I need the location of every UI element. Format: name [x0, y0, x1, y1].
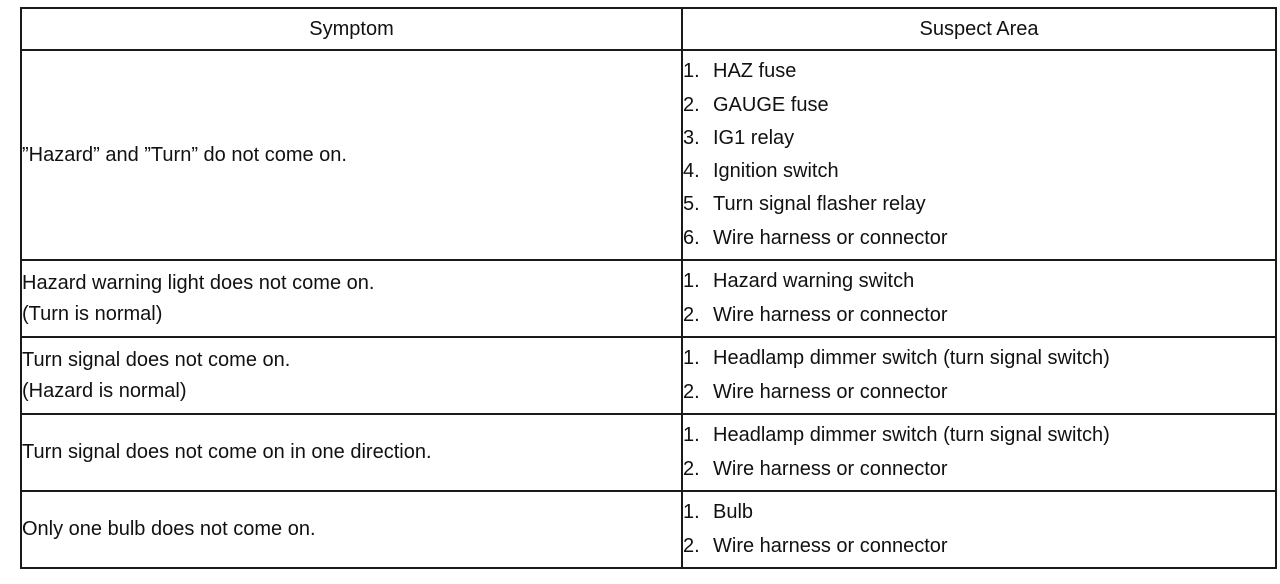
table-row — [21, 50, 1276, 260]
item-text: HAZ fuse — [713, 60, 797, 83]
item-number: 1. — [683, 501, 700, 524]
item-text: Bulb — [713, 501, 754, 524]
suspect-area-header: Suspect Area — [682, 8, 1276, 50]
list-item — [683, 530, 1275, 563]
suspect-area-cell — [682, 414, 1276, 491]
item-number: 1. — [683, 60, 700, 83]
list-item — [683, 55, 1275, 88]
symptom-cell — [21, 260, 682, 337]
list-item — [683, 496, 1275, 529]
list-item — [683, 265, 1275, 298]
list-item — [683, 376, 1275, 409]
item-text: Wire harness or connector — [713, 457, 948, 480]
symptom-cell — [21, 414, 682, 491]
item-number: 2. — [683, 457, 700, 480]
item-text: Ignition switch — [713, 160, 839, 183]
table-row — [21, 414, 1276, 491]
list-item — [683, 299, 1275, 332]
symptom-text: Only one bulb does not come on. — [22, 518, 316, 540]
list-item — [683, 155, 1275, 188]
suspect-area-cell — [682, 50, 1276, 260]
suspect-area-cell — [682, 337, 1276, 414]
suspect-list — [683, 55, 1275, 255]
item-text: Headlamp dimmer switch (turn signal switch) — [713, 424, 1110, 447]
item-text: Hazard warning switch — [713, 270, 915, 293]
suspect-area-cell — [682, 260, 1276, 337]
list-item — [683, 419, 1275, 452]
item-number: 2. — [683, 303, 700, 326]
symptom-header: Symptom — [21, 8, 682, 50]
item-text: IG1 relay — [713, 126, 795, 149]
item-text: Turn signal flasher relay — [713, 193, 926, 216]
item-text: Wire harness or connector — [713, 534, 948, 557]
symptom-cell — [21, 337, 682, 414]
item-number: 1. — [683, 424, 700, 447]
item-number: 1. — [683, 270, 700, 293]
symptom-note: (Turn is normal) — [22, 302, 163, 325]
item-text: Wire harness or connector — [713, 303, 948, 326]
suspect-area-cell — [682, 491, 1276, 568]
item-text: GAUGE fuse — [713, 93, 829, 116]
item-number: 2. — [683, 534, 700, 557]
symptom-table — [20, 7, 1277, 569]
item-text: Wire harness or connector — [713, 226, 948, 249]
suspect-list — [683, 342, 1275, 409]
list-item — [683, 188, 1275, 221]
item-number: 2. — [683, 380, 700, 403]
item-text: Wire harness or connector — [713, 380, 948, 403]
header-row — [21, 8, 1276, 50]
item-number: 2. — [683, 93, 700, 116]
list-item — [683, 122, 1275, 155]
symptom-text: ”Hazard” and ”Turn” do not come on. — [22, 143, 347, 166]
item-number: 3. — [683, 126, 700, 149]
symptom-text: Turn signal does not come on in one direction. — [22, 441, 432, 463]
list-item — [683, 342, 1275, 375]
table-row — [21, 337, 1276, 414]
symptom-cell — [21, 491, 682, 568]
item-text: Headlamp dimmer switch (turn signal switch) — [713, 347, 1110, 370]
symptom-text: Turn signal does not come on. — [22, 348, 291, 371]
suspect-list — [683, 496, 1275, 563]
suspect-list — [683, 419, 1275, 486]
list-item — [683, 453, 1275, 486]
table-row — [21, 260, 1276, 337]
suspect-list — [683, 265, 1275, 332]
item-number: 4. — [683, 160, 700, 183]
list-item — [683, 88, 1275, 121]
list-item — [683, 222, 1275, 255]
symptom-cell — [21, 50, 682, 260]
item-number: 1. — [683, 347, 700, 370]
table-row — [21, 491, 1276, 568]
symptom-text: Hazard warning light does not come on. — [22, 271, 375, 294]
item-number: 6. — [683, 226, 700, 249]
item-number: 5. — [683, 193, 700, 216]
symptom-note: (Hazard is normal) — [22, 379, 187, 402]
